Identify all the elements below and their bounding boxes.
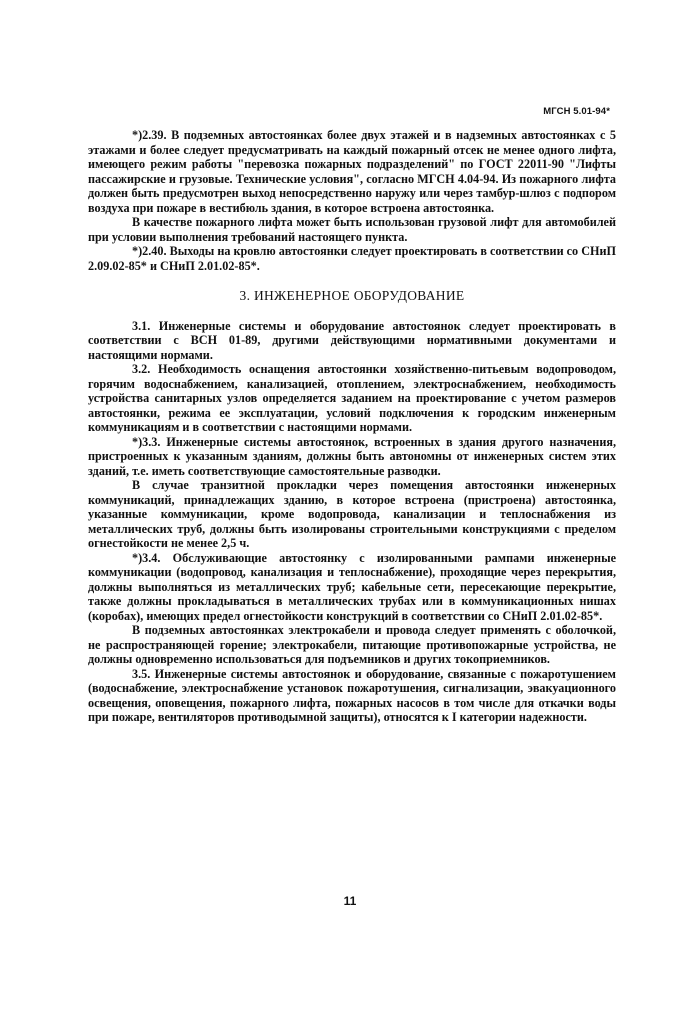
document-code: МГСН 5.01-94* (543, 106, 610, 117)
section-title: 3. ИНЖЕНЕРНОЕ ОБОРУДОВАНИЕ (239, 288, 465, 303)
paragraph-3-4-cables: В подземных автостоянках электрокабели и провода следует применять с оболочкой, не распространяющей горение; электрокабели, питающие противопожарные устройства, не должны одновременно использоваться для подъемников и других токоприемников. (88, 623, 616, 666)
paragraph-2-39: *)2.39. В подземных автостоянках более двух этажей и в надземных автостоянках с 5 этажами и более следует предусматривать на каждый пожарный отсек не менее одного лифта, имеющего режим работы "перевозка пожарных подразделений" по ГОСТ 22011-90 "Лифты пассажирские и грузовые. Технические условия", согласно МГСН 4.04-94. Из пожарного лифта должен быть предусмотрен выход непосредственно наружу или через тамбур-шлюз с подпором воздуха при пожаре в вестибюль здания, в которое встроена автостоянка. (88, 128, 616, 215)
paragraph-2-40: *)2.40. Выходы на кровлю автостоянки следует проектировать в соответствии со СНиП 2.09.02-85* и СНиП 2.01.02-85*. (88, 244, 616, 273)
paragraph-2-39-freight-lift: В качестве пожарного лифта может быть использован грузовой лифт для автомобилей при условии выполнения требований настоящего пункта. (88, 215, 616, 244)
paragraph-3-3: *)3.3. Инженерные системы автостоянок, встроенных в здания другого назначения, пристроенных к указанным зданиям, должны быть автономны от инженерных систем этих зданий, т.е. иметь соответствующие самостоятельные разводки. (88, 434, 616, 478)
paragraph-3-2: 3.2. Необходимость оснащения автостоянки хозяйственно-питьевым водопроводом, горячим водоснабжением, канализацией, отоплением, электроснабжением, необходимость устройства санитарных узлов определяется заданием на проектирование с учетом размеров автостоянки, режима ее эксплуатации, условий подключения к городским инженерным коммуникациям и в соответствии с настоящими нормами. (88, 362, 616, 434)
paragraph-3-3-transit: В случае транзитной прокладки через помещения автостоянки инженерных коммуникаций, принадлежащих зданию, в которое встроена (пристроена) автостоянка, указанные коммуникации, кроме водопровода, канализации и теплоснабжения из металлических труб, должны быть изолированы строительными конструкциями с пределом огнестойкости не менее 2,5 ч. (88, 478, 616, 550)
paragraph-3-5: 3.5. Инженерные системы автостоянок и оборудование, связанные с пожаротушением (водоснабжение, электроснабжение установок пожаротушения, сигнализации, эвакуационного освещения, оповещения, пожарного лифта, пожарных насосов в том числе для откачки воды при пожаре, вентиляторов противодымной защиты), относятся к I категории надежности. (88, 666, 616, 724)
page-number: 11 (343, 894, 357, 908)
paragraph-3-4: *)3.4. Обслуживающие автостоянку с изолированными рампами инженерные коммуникации (водопровод, канализация и теплоснабжение), проходящие через перекрытия, должны выполняться из металлических труб; кабельные сети, пересекающие перекрытие, также должны прокладываться в металлических трубах или в коммуникационных нишах (коробах), имеющих предел огнестойкости конструкций в соответствии со СНиП 2.01.02-85*. (88, 550, 616, 623)
document-body (88, 128, 616, 725)
paragraph-3-1: 3.1. Инженерные системы и оборудование автостоянок следует проектировать в соответствии с ВСН 01-89, другими действующими нормативными документами и настоящими нормами. (88, 318, 616, 362)
